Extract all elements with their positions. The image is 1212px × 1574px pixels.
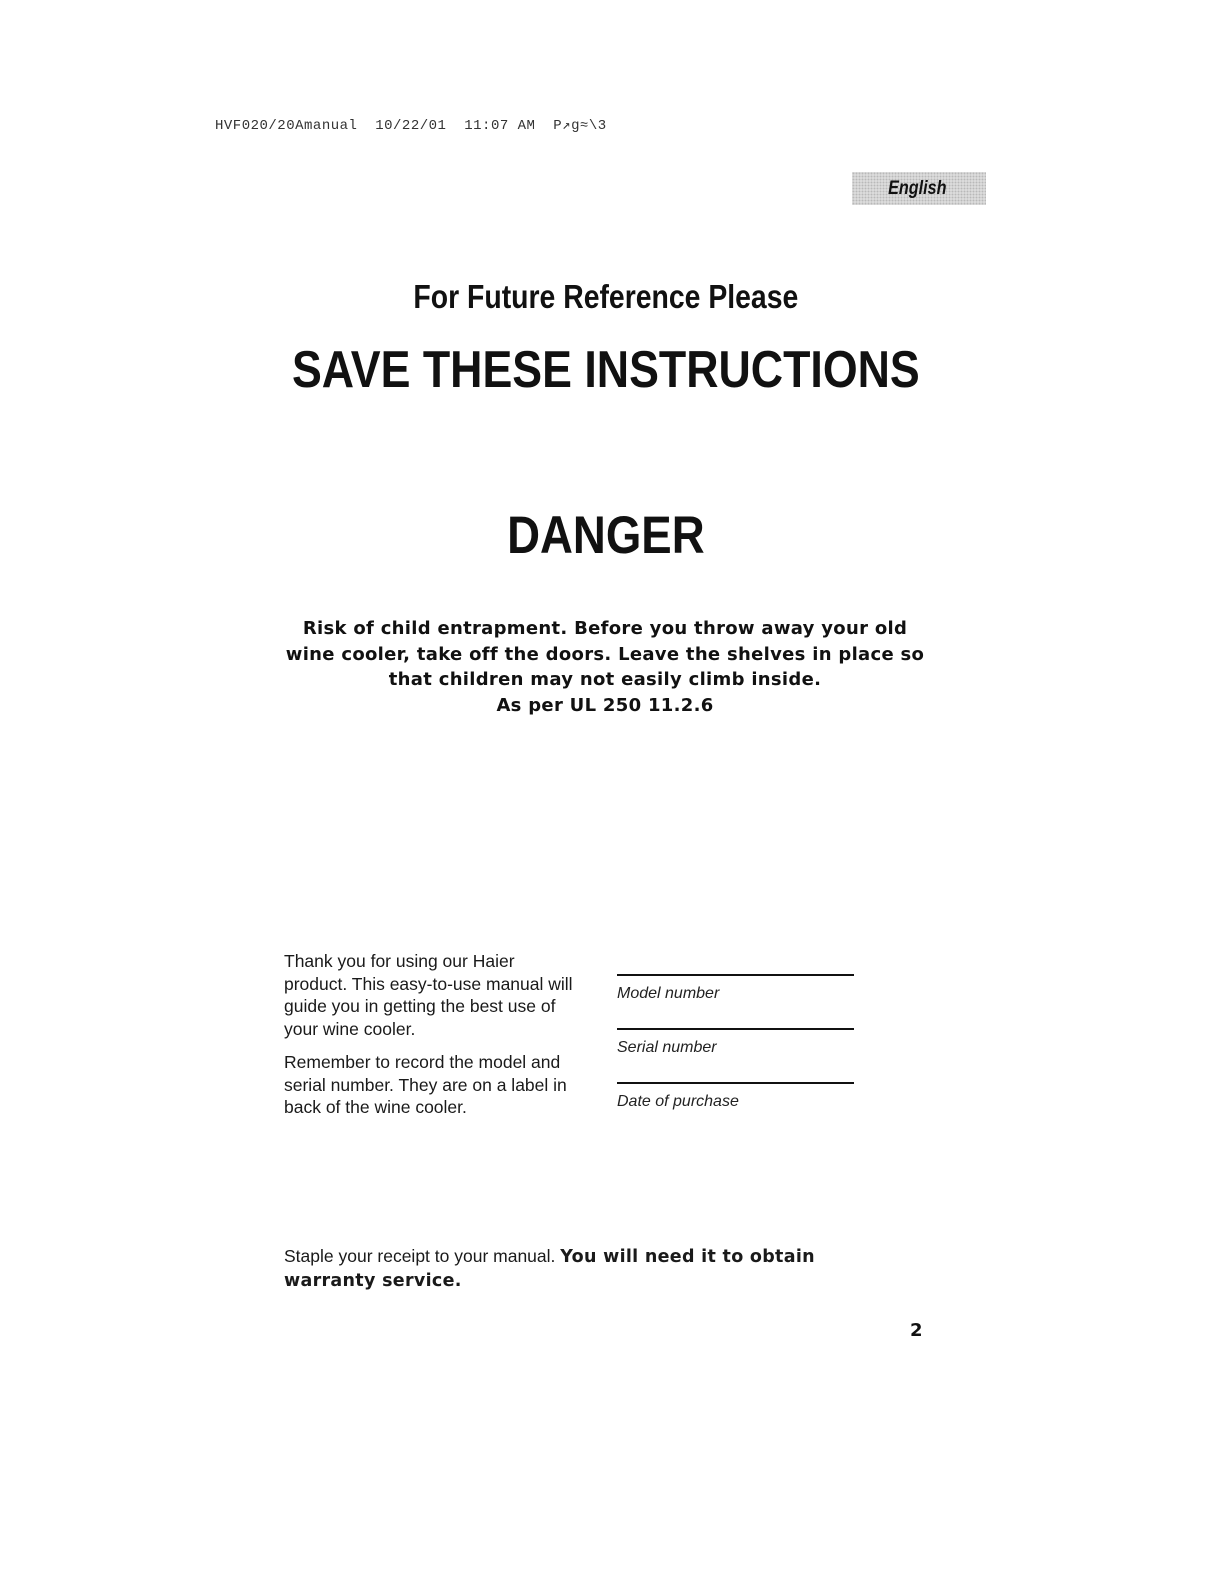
intro-line: your wine cooler. (284, 1018, 416, 1039)
danger-line: Risk of child entrapment. Before you throw away your old (302, 618, 908, 639)
danger-line: As per UL 250 11.2.6 (496, 694, 714, 716)
page-title: SAVE THESE INSTRUCTIONS (291, 341, 920, 399)
danger-heading: DANGER (507, 506, 705, 565)
print-header: HVF020/20Amanual 10/22/01 11:07 AM P↗g≈\3 (215, 118, 607, 134)
language-badge (852, 172, 986, 205)
intro-line: serial number. They are on a label in (284, 1074, 567, 1095)
intro-line: Remember to record the model and (284, 1052, 561, 1072)
intro-text (284, 950, 604, 1130)
intro-line: Thank you for using our Haier (284, 951, 515, 971)
serial-number-label: Serial number (617, 1039, 717, 1056)
intro-line: guide you in getting the best use of (284, 996, 556, 1016)
intro-line: back of the wine cooler. (284, 1097, 467, 1117)
danger-line: wine cooler, take off the doors. Leave the shelves in place so (285, 643, 925, 665)
language-badge-label: English (888, 177, 947, 199)
danger-line: that children may not easily climb inside. (388, 669, 822, 690)
intro-paragraph-thanks (284, 950, 604, 1040)
intro-line: product. This easy-to-use manual will (284, 973, 573, 994)
intro-paragraph-record (284, 1051, 604, 1119)
danger-warning-text (270, 616, 940, 718)
model-number-field (617, 974, 854, 1003)
subtitle: For Future Reference Please (413, 278, 799, 315)
date-of-purchase-field (617, 1082, 854, 1111)
staple-note-emphasis: You will need it to obtain (560, 1247, 815, 1267)
date-of-purchase-label: Date of purchase (617, 1093, 739, 1110)
staple-note-emphasis-2: warranty service. (284, 1271, 462, 1291)
page-number: 2 (910, 1320, 923, 1341)
staple-receipt-note (284, 1245, 884, 1293)
model-number-label: Model number (617, 985, 720, 1002)
serial-number-field (617, 1028, 854, 1057)
staple-note-text: Staple your receipt to your manual. (284, 1246, 561, 1266)
